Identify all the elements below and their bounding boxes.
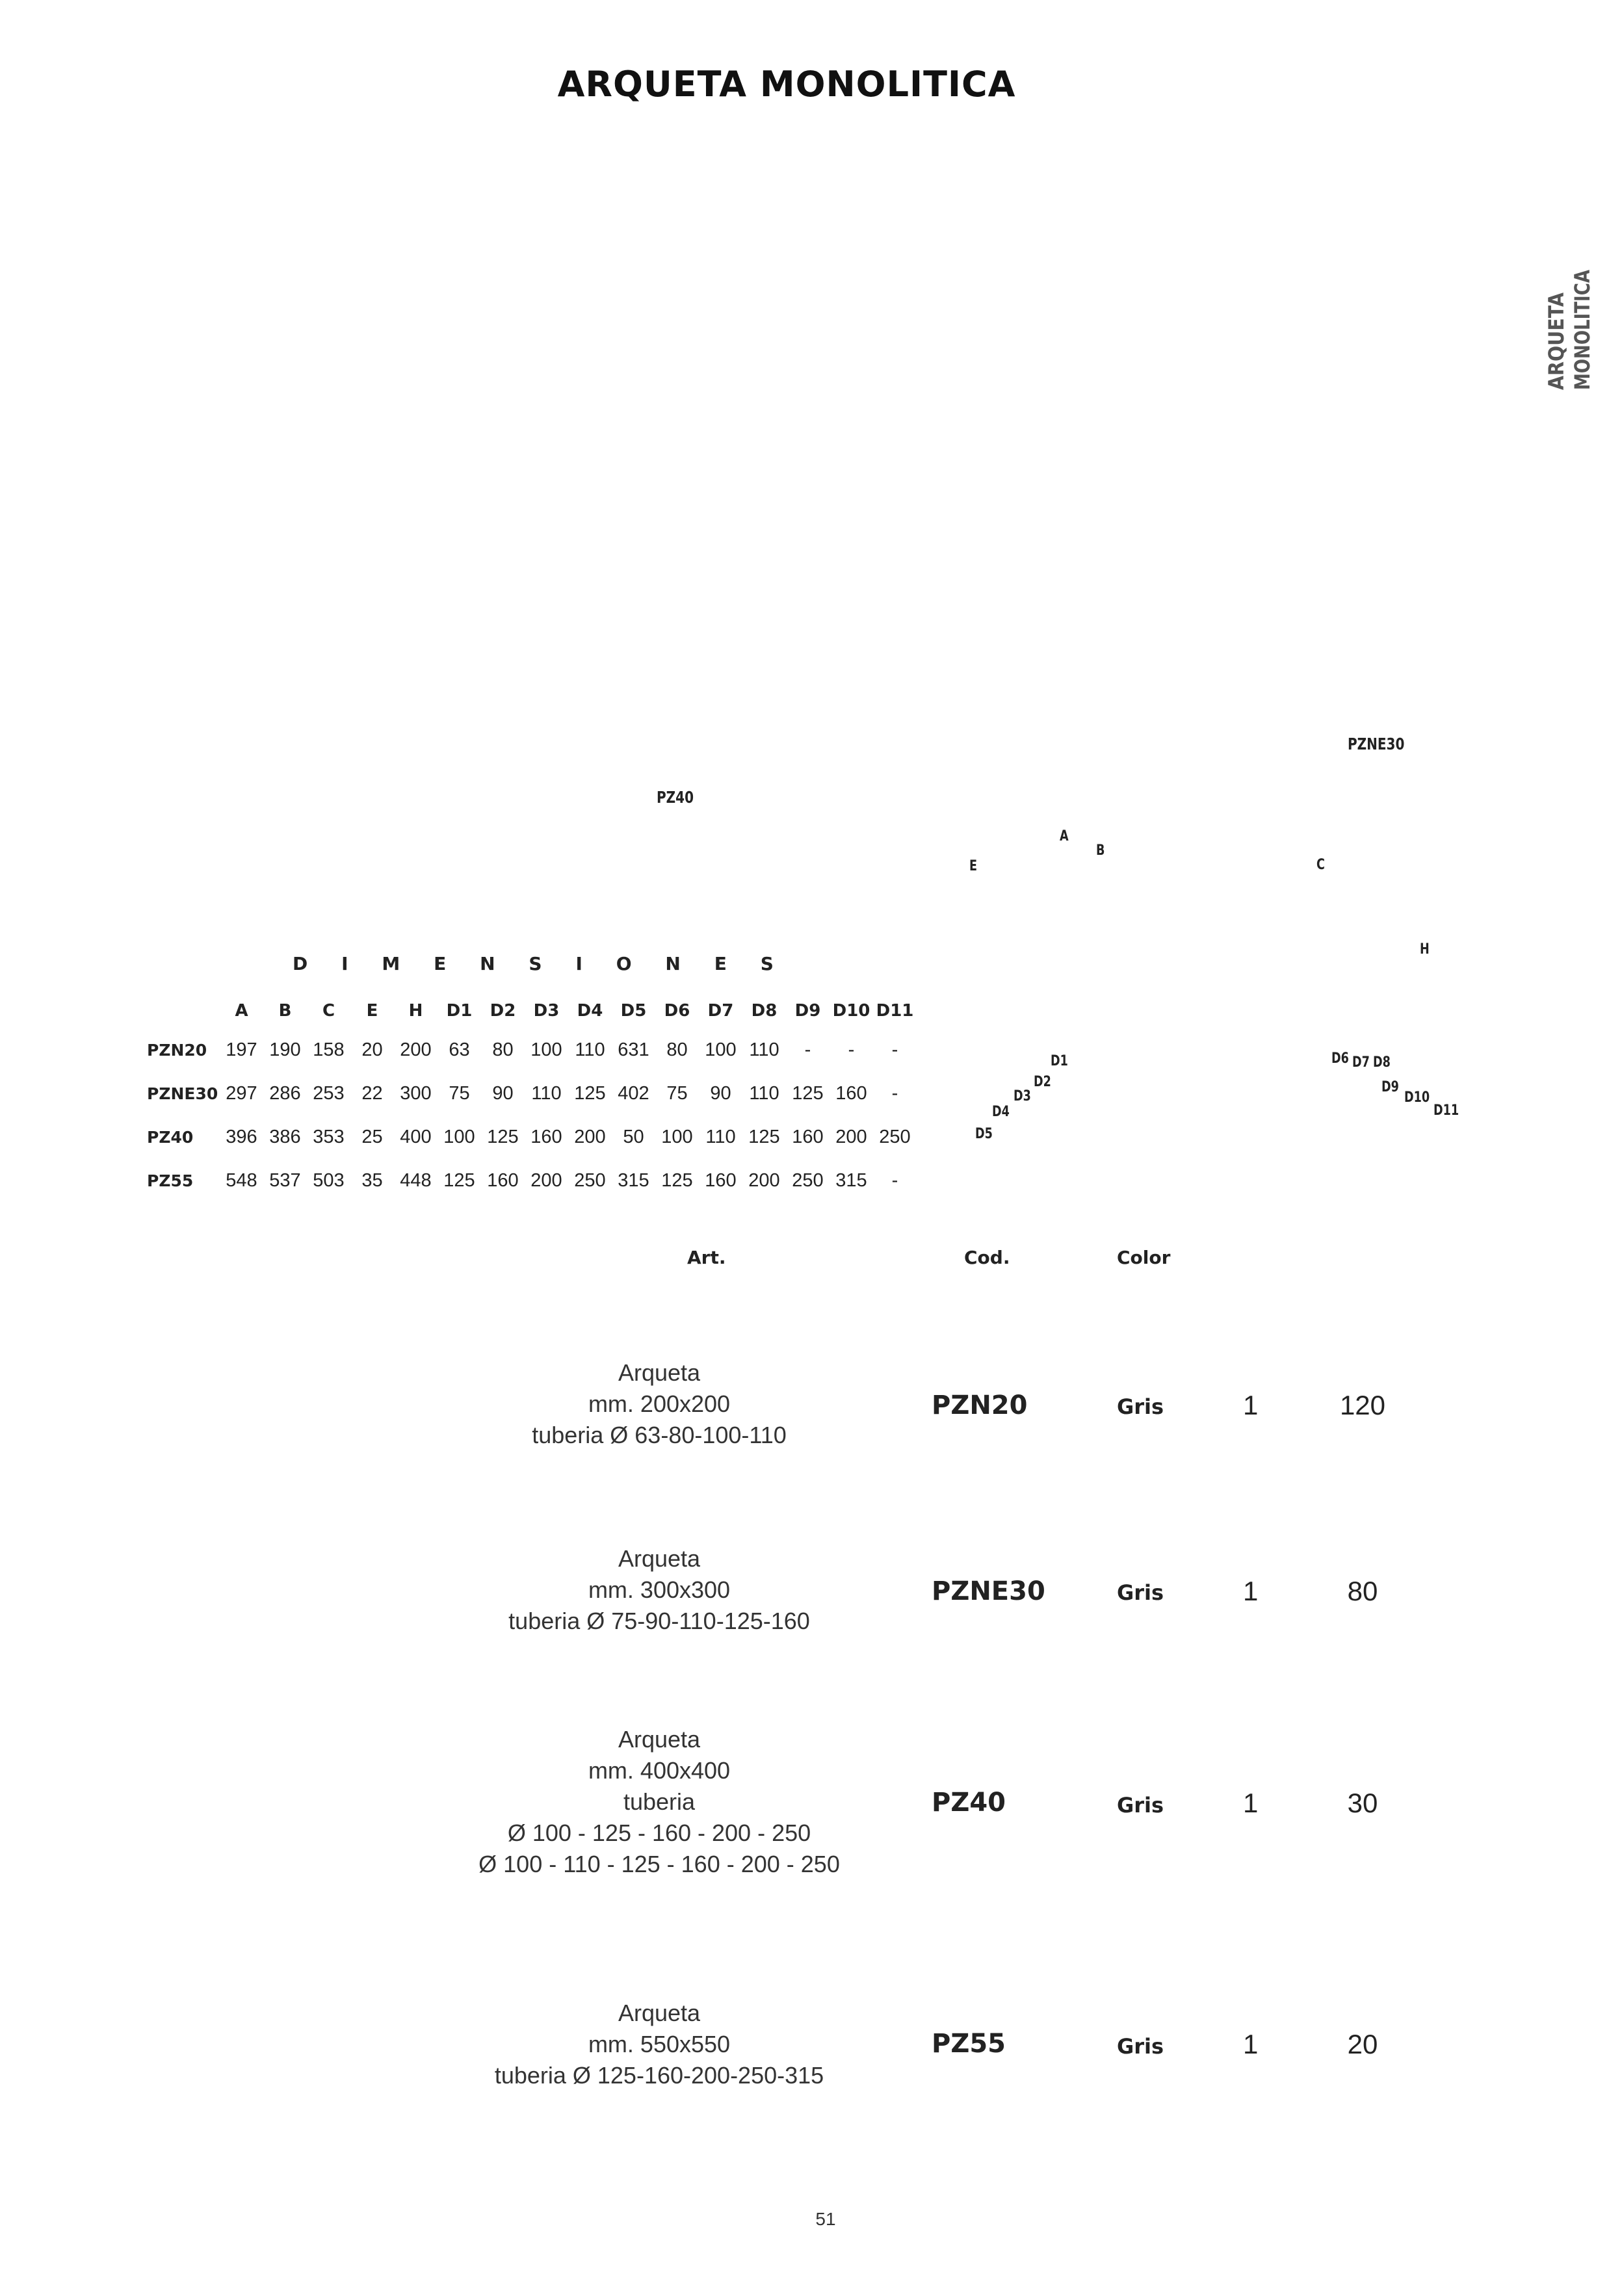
- column-header-art: Art.: [687, 1247, 726, 1268]
- dimensions-header: A: [235, 1001, 248, 1021]
- product-description: [432, 1357, 887, 1451]
- dimensions-header: B: [278, 1001, 292, 1021]
- table-row: [147, 1159, 917, 1203]
- dim-label-d3: D3: [1014, 1088, 1031, 1104]
- product-code: PZNE30: [932, 1576, 1045, 1606]
- dimensions-header: D4: [577, 1001, 603, 1021]
- table-cell: 160: [487, 1170, 519, 1191]
- dimensions-title-letter: M: [382, 953, 400, 974]
- table-cell: 250: [574, 1170, 606, 1191]
- dimensions-title-letter: E: [434, 953, 447, 974]
- dim-label-c: C: [1316, 857, 1325, 873]
- product-color: Gris: [1117, 1793, 1164, 1818]
- row-code: PZN20: [147, 1041, 207, 1060]
- table-cell: 253: [313, 1083, 345, 1104]
- dim-label-d9: D9: [1381, 1079, 1399, 1095]
- table-cell: 631: [618, 1039, 649, 1060]
- dimensions-title-letter: N: [480, 953, 495, 974]
- product-quantity: 1: [1243, 1576, 1259, 1606]
- table-cell: 110: [531, 1083, 562, 1104]
- product-color: Gris: [1117, 2034, 1164, 2059]
- dim-label-d4: D4: [992, 1104, 1010, 1120]
- table-row: [147, 1028, 917, 1072]
- table-cell: 160: [530, 1127, 562, 1147]
- dimensions-header: E: [366, 1001, 378, 1021]
- dim-label-d2: D2: [1034, 1074, 1051, 1090]
- table-cell: 158: [313, 1039, 345, 1060]
- table-cell: 100: [705, 1039, 737, 1060]
- table-cell: 125: [661, 1170, 693, 1191]
- description-line: Arqueta: [618, 1545, 701, 1572]
- description-line: mm. 300x300: [588, 1576, 731, 1603]
- description-line: Arqueta: [618, 1726, 701, 1753]
- column-header-color: Color: [1117, 1247, 1171, 1268]
- table-cell: 200: [400, 1039, 432, 1060]
- dimensions-header: D1: [446, 1001, 473, 1021]
- dim-label-e: E: [969, 858, 978, 874]
- side-tab-line-2: MONOLITICA: [1570, 267, 1595, 390]
- table-cell: 503: [313, 1170, 345, 1191]
- table-cell: 110: [705, 1127, 736, 1147]
- table-cell: 50: [623, 1127, 644, 1147]
- table-cell: 80: [666, 1039, 688, 1060]
- product-code: PZN20: [932, 1390, 1028, 1420]
- table-cell: 190: [269, 1039, 301, 1060]
- table-cell: 200: [530, 1170, 562, 1191]
- description-line: mm. 200x200: [588, 1390, 731, 1417]
- table-cell: 125: [748, 1127, 780, 1147]
- dimensions-header: D11: [876, 1001, 914, 1021]
- product-code: PZ55: [932, 2029, 1006, 2059]
- table-row: [147, 1115, 917, 1159]
- dimensions-header: D9: [794, 1001, 821, 1021]
- table-cell: -: [848, 1039, 855, 1060]
- table-cell: 75: [666, 1083, 688, 1104]
- dim-label-d8: D8: [1373, 1054, 1391, 1071]
- dimensions-title-letter: E: [714, 953, 727, 974]
- table-cell: 400: [400, 1127, 432, 1147]
- dimensions-header-row: [147, 993, 917, 1028]
- dimensions-title-letter: S: [760, 953, 774, 974]
- table-cell: 25: [361, 1127, 383, 1147]
- table-cell: 402: [618, 1083, 649, 1104]
- row-code: PZ55: [147, 1171, 194, 1190]
- product-description: [432, 1998, 887, 2091]
- description-line: Ø 100 - 110 - 125 - 160 - 200 - 250: [478, 1851, 840, 1877]
- dimensions-title-letter: I: [341, 953, 348, 974]
- side-tab-line-1: ARQUETA: [1544, 280, 1569, 390]
- dim-label-d7: D7: [1352, 1054, 1370, 1071]
- product-quantity: 1: [1243, 1390, 1259, 1420]
- dimensions-header: H: [408, 1001, 423, 1021]
- table-cell: 300: [400, 1083, 432, 1104]
- product-pack: 20: [1347, 2029, 1378, 2059]
- page-number: 51: [815, 2209, 836, 2229]
- table-cell: 537: [269, 1170, 301, 1191]
- dim-label-d10: D10: [1404, 1089, 1430, 1106]
- dimensions-title-letter: D: [293, 953, 308, 974]
- table-cell: 548: [226, 1170, 257, 1191]
- dim-label-h: H: [1420, 941, 1430, 958]
- table-cell: 286: [269, 1083, 301, 1104]
- product-quantity: 1: [1243, 1788, 1259, 1818]
- table-cell: 100: [443, 1127, 475, 1147]
- table-row: [147, 1072, 917, 1115]
- dim-label-d1: D1: [1051, 1053, 1068, 1069]
- description-line: tuberia Ø 75-90-110-125-160: [508, 1608, 810, 1634]
- table-cell: 90: [710, 1083, 731, 1104]
- table-cell: 386: [269, 1127, 301, 1147]
- description-line: mm. 400x400: [588, 1757, 731, 1784]
- table-cell: 75: [449, 1083, 470, 1104]
- table-cell: 200: [574, 1127, 606, 1147]
- product-color: Gris: [1117, 1394, 1164, 1419]
- table-cell: 448: [400, 1170, 432, 1191]
- table-cell: 297: [226, 1083, 257, 1104]
- dimensions-title-letter: S: [529, 953, 542, 974]
- table-cell: -: [891, 1039, 898, 1060]
- table-cell: 35: [361, 1170, 383, 1191]
- description-line: Arqueta: [618, 1359, 701, 1386]
- dim-label-d5: D5: [975, 1126, 993, 1142]
- dimensions-header: D7: [707, 1001, 734, 1021]
- dimensions-header: D3: [533, 1001, 560, 1021]
- description-line: Ø 100 - 125 - 160 - 200 - 250: [507, 1820, 811, 1846]
- table-cell: 125: [792, 1083, 824, 1104]
- dimensions-header: D5: [620, 1001, 647, 1021]
- dimensions-header: C: [322, 1001, 335, 1021]
- table-cell: 396: [226, 1127, 257, 1147]
- product-pack: 30: [1347, 1788, 1378, 1818]
- table-cell: 315: [618, 1170, 649, 1191]
- table-cell: 197: [226, 1039, 257, 1060]
- product-pack: 120: [1339, 1390, 1386, 1420]
- table-cell: 160: [792, 1127, 824, 1147]
- table-cell: 250: [792, 1170, 824, 1191]
- table-cell: 160: [835, 1083, 867, 1104]
- page-title: ARQUETA MONOLITICA: [557, 64, 1016, 105]
- row-code: PZNE30: [147, 1084, 218, 1103]
- dim-label-d6: D6: [1331, 1050, 1349, 1067]
- dim-label-a: A: [1060, 828, 1069, 844]
- table-cell: 22: [361, 1083, 383, 1104]
- product-pack: 80: [1347, 1576, 1378, 1606]
- table-cell: 200: [748, 1170, 780, 1191]
- dimensions-header: D10: [832, 1001, 870, 1021]
- table-cell: -: [891, 1083, 898, 1104]
- description-line: tuberia Ø 125-160-200-250-315: [494, 2062, 824, 2089]
- product-description: [432, 1724, 887, 1880]
- table-cell: 250: [879, 1127, 911, 1147]
- product-color: Gris: [1117, 1580, 1164, 1605]
- table-cell: -: [891, 1170, 898, 1191]
- table-cell: 200: [835, 1127, 867, 1147]
- table-cell: -: [804, 1039, 811, 1060]
- dimensions-header: D6: [664, 1001, 690, 1021]
- table-cell: 100: [661, 1127, 693, 1147]
- description-line: Arqueta: [618, 2000, 701, 2026]
- table-cell: 110: [575, 1039, 605, 1060]
- product-code: PZ40: [932, 1788, 1006, 1818]
- table-cell: 110: [749, 1039, 779, 1060]
- table-cell: 110: [749, 1083, 779, 1104]
- dimensions-title: [293, 953, 774, 974]
- table-cell: 125: [443, 1170, 475, 1191]
- table-cell: 125: [487, 1127, 519, 1147]
- side-tab: [1537, 267, 1596, 397]
- description-line: tuberia Ø 63-80-100-110: [532, 1422, 787, 1448]
- table-cell: 63: [449, 1039, 470, 1060]
- dimensions-title-letter: N: [665, 953, 681, 974]
- table-cell: 90: [492, 1083, 514, 1104]
- dimensions-corner: [147, 993, 220, 1028]
- product-quantity: 1: [1243, 2029, 1259, 2059]
- table-cell: 80: [492, 1039, 514, 1060]
- table-cell: 315: [835, 1170, 867, 1191]
- dimensions-table: [147, 993, 917, 1203]
- dimensions-header: D8: [751, 1001, 778, 1021]
- table-cell: 353: [313, 1127, 345, 1147]
- column-header-cod: Cod.: [964, 1247, 1010, 1268]
- row-code: PZ40: [147, 1128, 194, 1147]
- table-cell: 20: [361, 1039, 383, 1060]
- drawing-label-pzne30: PZNE30: [1348, 735, 1405, 753]
- dimensions-title-letter: O: [616, 953, 632, 974]
- dim-label-d11: D11: [1433, 1102, 1459, 1119]
- table-cell: 160: [705, 1170, 737, 1191]
- description-line: mm. 550x550: [588, 2031, 731, 2057]
- dimensions-title-letter: I: [575, 953, 582, 974]
- dim-label-b: B: [1096, 842, 1105, 859]
- drawing-label-pz40: PZ40: [657, 788, 694, 807]
- dimensions-header: D2: [490, 1001, 516, 1021]
- description-line: tuberia: [623, 1788, 696, 1815]
- table-cell: 100: [530, 1039, 562, 1060]
- table-cell: 125: [574, 1083, 606, 1104]
- product-description: [432, 1543, 887, 1637]
